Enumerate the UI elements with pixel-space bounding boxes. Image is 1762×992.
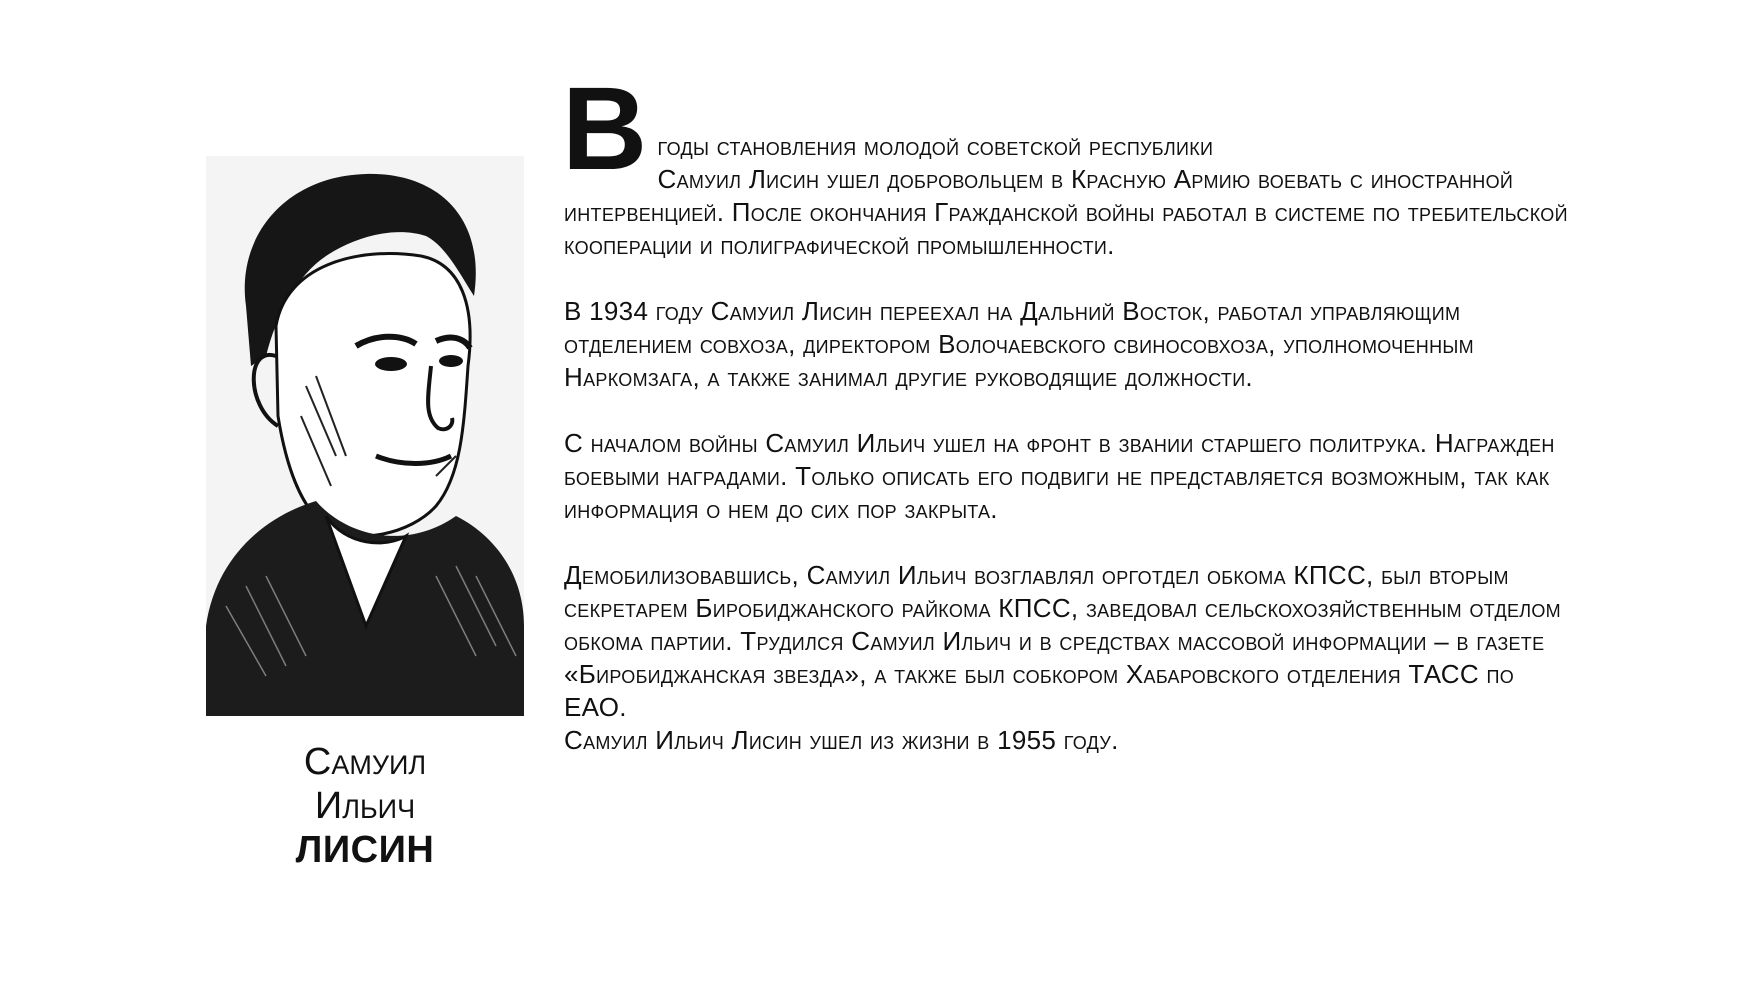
first-name: Самуил bbox=[303, 741, 427, 783]
paragraph-5: Самуил Ильич Лисин ушел из жизни в 1955 году. bbox=[564, 725, 1119, 755]
portrait-drawing bbox=[206, 156, 524, 716]
portrait-sketch-icon bbox=[206, 156, 524, 716]
paragraph-3: С началом войны Самуил Ильич ушел на фронт в звании старшего политрука. Награжден боевыми наградами. Только описать его подвиги не представляется возможным, так как информация о нем до сих пор закрыта. bbox=[564, 428, 1555, 524]
surname: ЛИСИН bbox=[295, 829, 435, 871]
paragraph-1-first-line: годы становления молодой советской республики bbox=[657, 131, 1214, 161]
patronymic: Ильич bbox=[314, 785, 416, 827]
paragraph-2: В 1934 году Самуил Лисин переехал на Дальний Восток, работал управляющим отделением совхоза, директором Волочаевского свиносовхоза, уполномоченным Наркомзага, а также занимал другие руководящие должности. bbox=[564, 296, 1474, 392]
biography-text bbox=[562, 63, 1574, 790]
paragraph-1-rest: Самуил Лисин ушел добровольцем в Красную Армию воевать с иностранной интервенцией. После окончания Гражданской войны работал в системе по требительской кооперации и полиграфической промышленности. bbox=[564, 164, 1568, 260]
paragraph-4: Демобилизовавшись, Самуил Ильич возглавлял орготдел обкома КПСС, был вторым секретарем Биробиджанского райкома КПСС, заведовал сельскохозяйственным отделом обкома партии. Трудился Самуил Ильич и в средствах массовой информации – в газете «Биробиджанская звезда», а также был собкором Хабаровского отделения ТАСС по ЕАО. bbox=[564, 560, 1561, 722]
person-name bbox=[240, 740, 490, 872]
paragraph-1 bbox=[562, 63, 1574, 262]
drop-cap: В bbox=[562, 63, 648, 195]
